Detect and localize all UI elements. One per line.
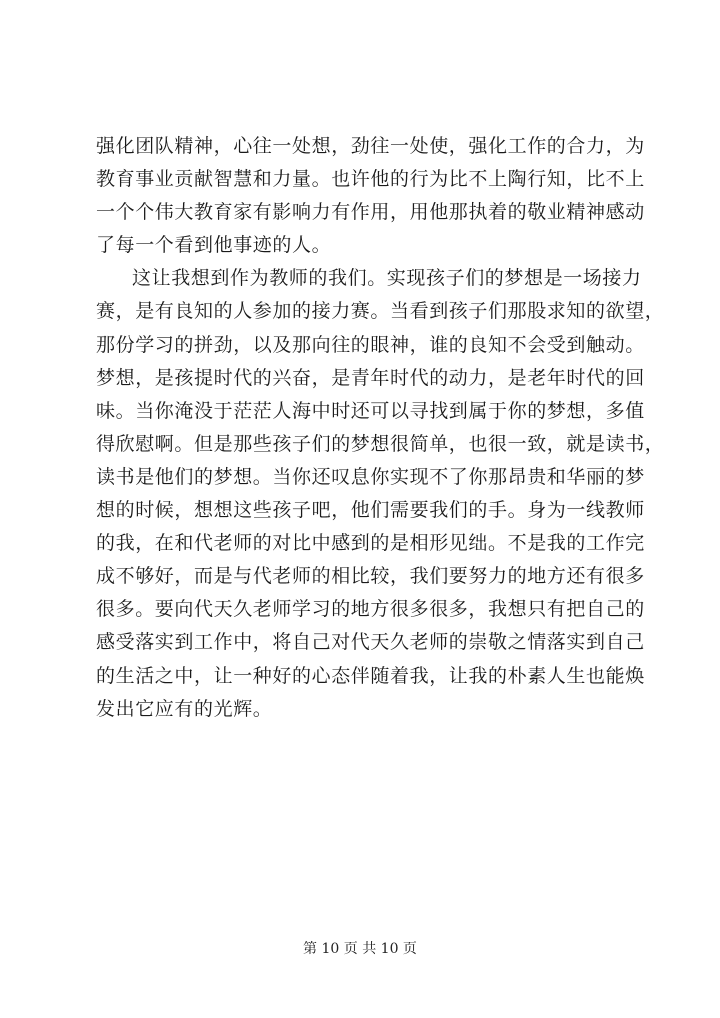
- text-line: 发出它应有的光辉。: [96, 697, 273, 720]
- body-text: [96, 130, 665, 726]
- text-line: 教育事业贡献智慧和力量。也许他的行为比不上陶行知，比不上: [96, 168, 645, 191]
- text-line: 得欣慰啊。但是那些孩子们的梦想很简单，也很一致，就是读书，: [96, 432, 665, 455]
- text-line: 想的时候，想想这些孩子吧，他们需要我们的手。身为一线教师: [96, 499, 645, 522]
- text-line: 那份学习的拼劲，以及那向往的眼神，谁的良知不会受到触动。: [96, 333, 645, 356]
- text-line: 味。当你淹没于茫茫人海中时还可以寻找到属于你的梦想，多值: [96, 399, 645, 422]
- text-line: 读书是他们的梦想。当你还叹息你实现不了你那昂贵和华丽的梦: [96, 465, 645, 488]
- text-line: 赛，是有良知的人参加的接力赛。当看到孩子们那股求知的欲望，: [96, 300, 665, 323]
- text-line: 的我，在和代老师的对比中感到的是相形见绌。不是我的工作完: [96, 532, 645, 555]
- text-line: 成不够好，而是与代老师的相比较，我们要努力的地方还有很多: [96, 565, 645, 588]
- text-line: 强化团队精神，心往一处想，劲往一处使，强化工作的合力，为: [96, 135, 645, 157]
- text-line: 梦想，是孩提时代的兴奋，是青年时代的动力，是老年时代的回: [96, 366, 645, 389]
- text-line: 这让我想到作为教师的我们。实现孩子们的梦想是一场接力: [132, 267, 642, 290]
- text-line: 一个个伟大教育家有影响力有作用，用他那执着的敬业精神感动: [96, 201, 645, 224]
- page-footer: 第 10 页 共 10 页: [303, 941, 417, 957]
- text-line: 很多。要向代天久老师学习的地方很多很多，我想只有把自己的: [96, 598, 645, 621]
- text-line: 感受落实到工作中，将自己对代天久老师的崇敬之情落实到自己: [96, 631, 645, 654]
- text-line: 的生活之中，让一种好的心态伴随着我，让我的朴素人生也能焕: [96, 664, 645, 687]
- text-line: 了每一个看到他事迹的人。: [96, 234, 332, 257]
